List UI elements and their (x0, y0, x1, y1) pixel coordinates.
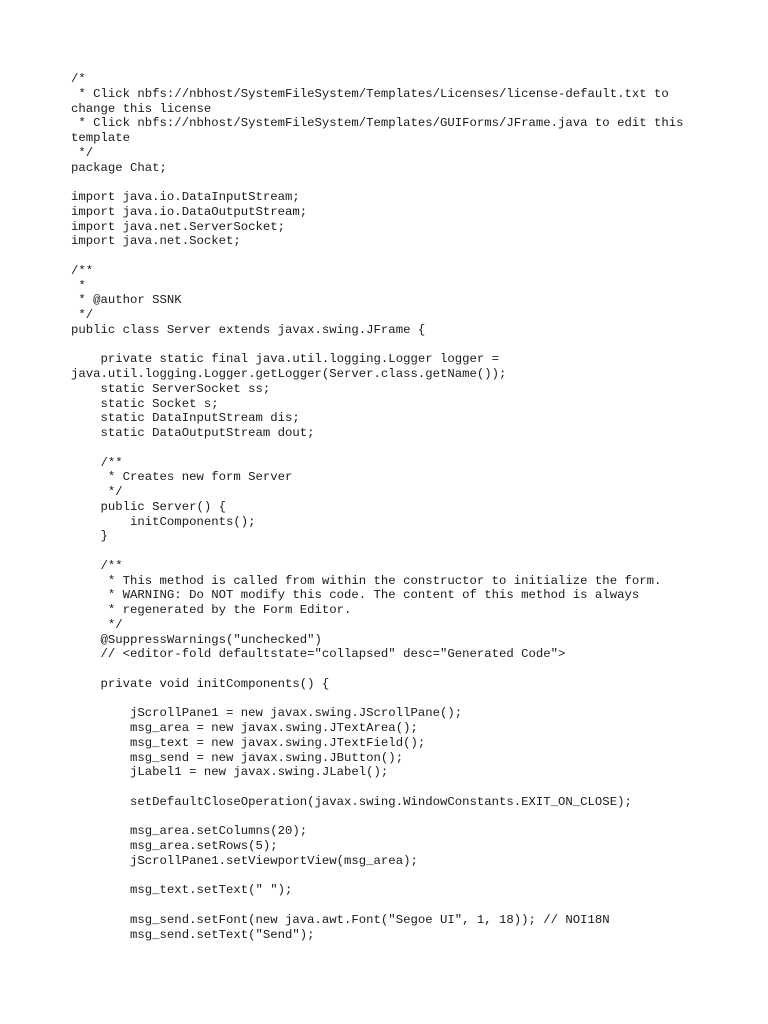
code-line: // <editor-fold defaultstate="collapsed" desc="Generated Code"> (71, 647, 566, 662)
code-line (71, 175, 751, 190)
code-listing (71, 72, 751, 942)
code-line: @SuppressWarnings("unchecked") (71, 632, 322, 647)
code-line: msg_text.setText(" "); (71, 883, 293, 898)
code-line: static Socket s; (71, 396, 219, 411)
code-line (71, 780, 751, 795)
code-line: import java.net.ServerSocket; (71, 219, 286, 234)
code-line: } (71, 529, 108, 544)
code-line: package Chat; (71, 160, 167, 175)
code-line: initComponents(); (71, 514, 256, 529)
code-line: static DataOutputStream dout; (71, 426, 315, 440)
code-line: /** (71, 455, 123, 470)
code-line: * @author SSNK (71, 293, 182, 308)
code-line: static DataInputStream dis; (71, 411, 300, 426)
code-line: * This method is called from within the constructor to initialize the form. (71, 573, 662, 588)
code-line (71, 544, 751, 559)
code-line: public Server() { (71, 499, 226, 514)
code-line: * Click nbfs://nbhost/SystemFileSystem/Templates/GUIForms/JFrame.java to edit this (71, 116, 684, 131)
code-line (71, 249, 751, 264)
code-line: jScrollPane1.setViewportView(msg_area); (71, 853, 418, 868)
code-line: msg_area = new javax.swing.JTextArea(); (71, 721, 418, 735)
code-line: */ (71, 617, 123, 632)
code-line: jScrollPane1 = new javax.swing.JScrollPane(); (71, 706, 463, 721)
code-line: import java.io.DataOutputStream; (71, 204, 308, 219)
code-line: import java.net.Socket; (71, 234, 241, 249)
code-line (71, 441, 751, 456)
code-line: * Click nbfs://nbhost/SystemFileSystem/Templates/Licenses/license-default.txt to (71, 86, 669, 101)
code-line: /* (71, 72, 86, 86)
code-line: public class Server extends javax.swing.JFrame { (71, 322, 426, 337)
code-line: * WARNING: Do NOT modify this code. The content of this method is always (71, 588, 640, 603)
code-line: msg_text = new javax.swing.JTextField(); (71, 735, 426, 750)
code-line: msg_area.setColumns(20); (71, 824, 308, 839)
code-line (71, 810, 751, 825)
code-line (71, 692, 751, 707)
code-line: */ (71, 485, 123, 499)
code-line: msg_area.setRows(5); (71, 839, 278, 853)
code-line: msg_send.setText("Send"); (71, 927, 315, 942)
code-line: java.util.logging.Logger.getLogger(Server.class.getName()); (71, 367, 507, 381)
code-line: jLabel1 = new javax.swing.JLabel(); (71, 765, 389, 780)
code-line: msg_send = new javax.swing.JButton(); (71, 750, 404, 765)
code-line: /** (71, 558, 123, 573)
code-line: * Creates new form Server (71, 470, 293, 485)
code-line: msg_send.setFont(new java.awt.Font("Segoe UI", 1, 18)); // NOI18N (71, 912, 610, 927)
code-line (71, 338, 751, 353)
code-line: change this license (71, 101, 212, 116)
code-line: private static final java.util.logging.Logger logger = (71, 352, 500, 367)
code-line: * regenerated by the Form Editor. (71, 603, 352, 617)
code-line (71, 898, 751, 913)
code-line: setDefaultCloseOperation(javax.swing.WindowConstants.EXIT_ON_CLOSE); (71, 794, 632, 809)
code-line (71, 662, 751, 677)
code-line: import java.io.DataInputStream; (71, 190, 300, 204)
code-line: * (71, 278, 86, 293)
code-line: template (71, 131, 131, 145)
code-line: */ (71, 308, 94, 322)
code-line (71, 869, 751, 884)
code-line: private void initComponents() { (71, 676, 330, 691)
code-line: */ (71, 145, 94, 160)
code-line: /** (71, 263, 94, 278)
code-line: static ServerSocket ss; (71, 381, 271, 396)
